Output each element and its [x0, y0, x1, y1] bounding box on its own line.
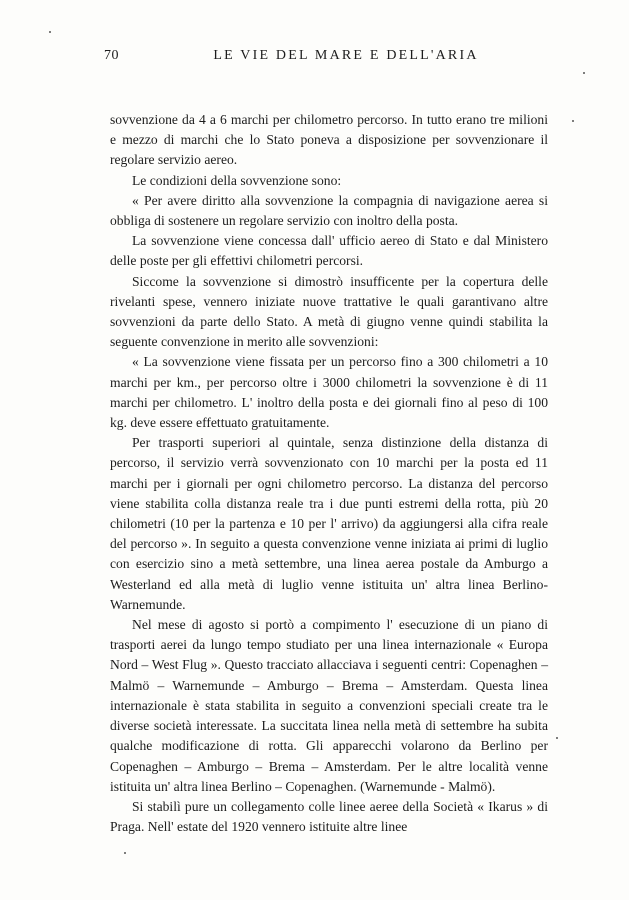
paragraph-4: La sovvenzione viene concessa dall' ufficio aereo di Stato e dal Ministero delle poste per gli effettivi chilometri percorsi.: [110, 233, 548, 269]
paper-speck: [583, 72, 585, 74]
paragraph-1: sovvenzione da 4 a 6 marchi per chilometro percorso. In tutto erano tre milioni e mezzo di marchi che lo Stato poneva a disposizione per sovvenzionare il regolare servizio aereo.: [110, 112, 548, 168]
page-header: [104, 48, 548, 68]
paragraph-9: Si stabilì pure un collegamento colle linee aeree della Società « Ikarus » di Praga. Nell' estate del 1920 vennero istituite altre linee: [110, 798, 548, 835]
page-number: 70: [104, 48, 119, 63]
paragraph-7: Per trasporti superiori al quintale, senza distinzione della distanza di percorso, il servizio verrà sovvenzionato con 10 marchi per la posta ed 11 marchi per i giornali per ogni chilometro percorso. La distanza del percorso viene stabilita colla distanza reale tra i due punti estremi della rotta, più 20 chilometri (10 per la partenza e 10 per l' arrivo) da aggiungersi alla cifra reale del percorso ». In seguito a questa convenzione venne iniziata ai primi di luglio con esercizio sino a metà settembre, una linea aerea postale da Amburgo a Westerland ed alla metà di luglio venne istituita un' altra linea Berlino-Warnemunde.: [110, 435, 548, 612]
paper-speck: [556, 737, 558, 739]
paragraph-6: « La sovvenzione viene fissata per un percorso fino a 300 chilometri a 10 marchi per km., per percorso oltre i 3000 chilometri la sovvenzione è di 11 marchi per chilometro. L' inoltro della posta e dei giornali fino al peso di 100 kg. deve essere effettuato gratuitamente.: [110, 354, 548, 431]
paragraph-3: « Per avere diritto alla sovvenzione la compagnia di navigazione aerea si obbliga di sostenere un regolare servizio con inoltro della posta.: [110, 192, 548, 229]
paragraph-2: Le condizioni della sovvenzione sono:: [132, 172, 342, 188]
paper-speck: [124, 852, 126, 854]
running-title: LE VIE DEL MARE E DELL'ARIA: [213, 48, 479, 63]
paragraph-5: Siccome la sovvenzione si dimostrò insufficente per la copertura delle rivelanti spese, vennero iniziate nuove trattative le quali garantivano altre sovvenzioni da parte dello Stato. A metà di giugno venne quindi stabilita la seguente convenzione in merito alle sovvenzioni:: [110, 273, 548, 350]
body-text: [110, 110, 548, 837]
paper-speck: [49, 31, 51, 33]
paper-speck: [572, 120, 574, 122]
paragraph-8: Nel mese di agosto si portò a compimento l' esecuzione di un piano di trasporti aerei da lungo tempo studiato per una linea internazionale « Europa Nord – West Flug ». Questo tracciato allacciava i seguenti centri: Copenaghen – Malmö – Warnemunde – Amburgo – Brema – Amsterdam. Questa linea internazionale è stata stabilita in seguito a convenzioni speciali create tra le diverse società interessate. La succitata linea nella metà di settembre ha subita qualche modificazione di rotta. Gli apparecchi volarono da Berlino per Copenaghen – Amburgo – Brema – Amsterdam. Per le altre località venne istituita un' altra linea Berlino – Copenaghen. (Warnemunde - Malmö).: [110, 617, 548, 794]
